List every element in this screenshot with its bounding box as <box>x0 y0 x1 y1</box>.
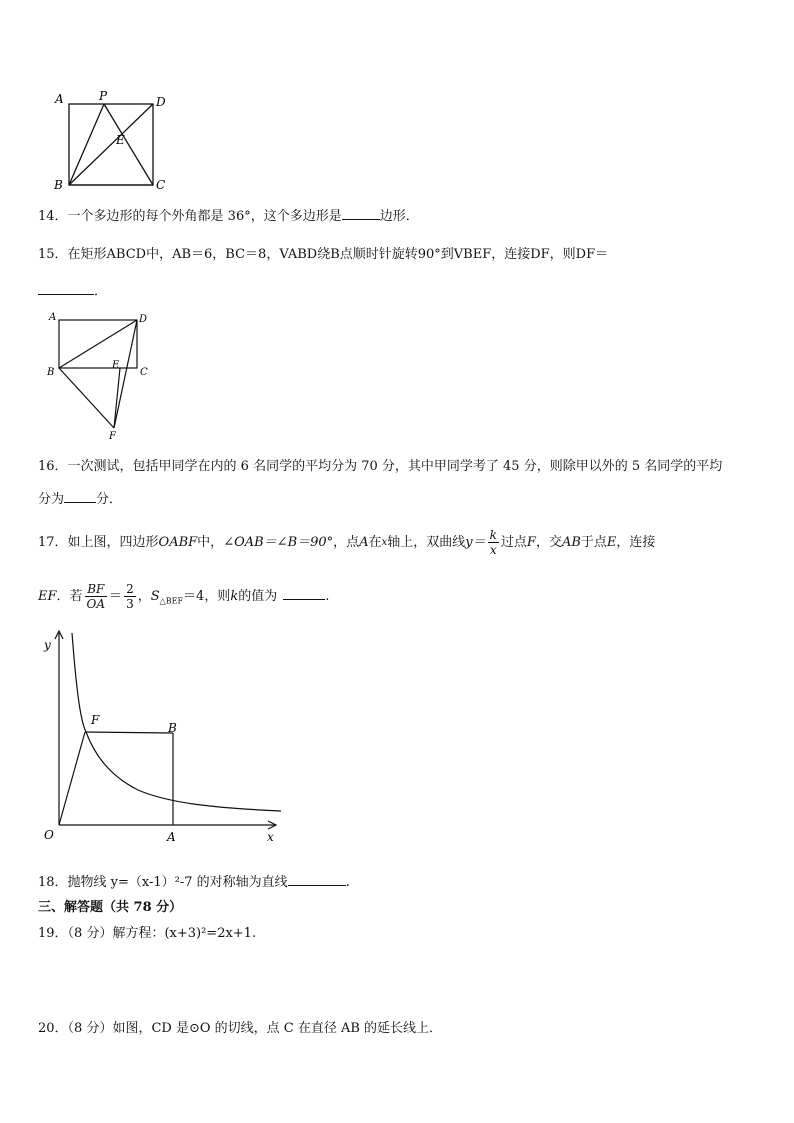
question-19: 19．（8 分）解方程：(x+3)²=2x+1. <box>38 926 257 941</box>
q17-text-f: 过点 <box>500 535 527 550</box>
q17-text-i: ，连接 <box>616 535 656 550</box>
label-d: D <box>156 95 166 109</box>
segment-bp <box>69 104 104 185</box>
q17-value-2: 2 <box>126 582 134 596</box>
question-14-text: 14．一个多边形的每个外角都是 36°，这个多边形是 <box>38 209 342 224</box>
q17-text-comma: ， <box>137 589 151 604</box>
diagonal-bd <box>59 320 137 368</box>
question-18-text: 18．抛物线 y=（x-1）²-7 的对称轴为直线 <box>38 875 288 890</box>
q17-ratio-bf: BF <box>85 582 108 597</box>
question-16-prefix: 分为 <box>38 492 65 507</box>
label-b: B <box>54 178 63 192</box>
label-d: D <box>139 314 148 325</box>
label-b: B <box>168 721 177 735</box>
q17-text-a: 17．如上图，四边形 <box>38 535 159 550</box>
label-a: A <box>167 830 176 844</box>
q17-ratio-eq: ＝ <box>109 589 123 604</box>
q17-x-axis: x <box>381 537 388 548</box>
question-18 <box>38 873 350 892</box>
answer-blank-15[interactable] <box>38 282 94 295</box>
label-c: C <box>156 178 166 192</box>
question-15-suffix: ． <box>94 284 108 299</box>
label-b: B <box>47 367 55 378</box>
q17-text-c: ，点 <box>333 535 360 550</box>
segment-fb <box>85 732 173 733</box>
q17-text-e: 轴上，双曲线 <box>387 535 466 550</box>
segment-fe <box>114 368 120 428</box>
question-16-line1: 16．一次测试，包括甲同学在内的 6 名同学的平均分为 70 分，其中甲同学考了 45 分，则除甲以外的 5 名同学的平均 <box>38 459 723 474</box>
label-f: F <box>91 713 100 727</box>
question-20: 20．（8 分）如图，CD 是⊙O 的切线，点 C 在直径 AB 的延长线上． <box>38 1021 443 1036</box>
question-16-suffix: 分． <box>96 492 123 507</box>
hyperbola-graph <box>38 625 288 845</box>
answer-blank-14[interactable] <box>342 207 380 220</box>
label-a: A <box>49 312 57 323</box>
q17-seg-ab: AB <box>561 535 581 550</box>
label-f: F <box>109 431 116 442</box>
q17-text-h: 于点 <box>580 535 607 550</box>
segment-fd <box>114 320 137 428</box>
q17-quad: OABF <box>158 535 198 550</box>
label-e: E <box>112 360 120 371</box>
q17-value-fraction <box>124 582 136 611</box>
q17-text-d: 在 <box>368 535 382 550</box>
segment-bf <box>59 368 114 428</box>
q17-frac-k: k <box>489 528 497 542</box>
answer-blank-17[interactable] <box>283 587 325 600</box>
q17-hyperbola-lhs: y＝ <box>465 535 486 550</box>
q17-angles: ∠OAB＝∠B＝90° <box>223 535 334 550</box>
section-title: 三、解答题（共 78 分） <box>38 900 183 915</box>
answer-blank-16[interactable] <box>64 490 96 503</box>
label-p: P <box>99 89 108 103</box>
q17-area-sub: △BEF <box>159 596 184 606</box>
q17-k: k <box>230 589 239 604</box>
q17-area-s: S <box>150 589 160 604</box>
answer-blank-18[interactable] <box>288 873 346 886</box>
question-14 <box>38 207 419 226</box>
q17-text-ruo: ．若 <box>56 589 83 604</box>
label-c: C <box>140 367 148 378</box>
q17-hyperbola-fraction <box>488 528 499 557</box>
label-a: A <box>55 92 64 106</box>
q17-area-value: ＝4，则 <box>183 589 231 604</box>
question-17-line2: EF．若 $\frac{BF}{OA}$ ＝ $\frac{2}{3}$ ，$S_{\triangle BEF}=4$，则k的值为 . <box>38 582 330 611</box>
q17-text-g: ，交 <box>535 535 562 550</box>
q17-ratio-fraction <box>85 582 108 611</box>
question-17-line1 <box>38 528 655 558</box>
label-y: y <box>44 638 51 652</box>
square-figure <box>48 88 178 198</box>
question-15-line2 <box>38 282 107 301</box>
q17-text-c2: 的值为 <box>238 589 278 604</box>
segment-of <box>59 732 85 825</box>
q17-seg-ef: EF <box>38 589 57 604</box>
label-e: E <box>116 133 125 147</box>
question-15-line1: 15．在矩形ABCD中，AB＝6，BC＝8，VABD绕B点顺时针旋转90°到VBEF，连接DF，则DF＝ <box>38 247 609 262</box>
label-x: x <box>267 830 274 844</box>
q17-point-f: F <box>526 535 536 550</box>
q17-point-e: E <box>606 535 617 550</box>
question-16-line2 <box>38 490 122 509</box>
q17-point-a: A <box>359 535 369 550</box>
q17-frac-x: x <box>489 543 497 557</box>
label-o: O <box>44 828 54 842</box>
q17-text-b: 中， <box>197 535 224 550</box>
rectangle-figure <box>42 308 162 446</box>
question-14-suffix: 边形． <box>379 209 419 224</box>
question-18-suffix: . <box>345 875 350 890</box>
q17-value-3: 3 <box>126 597 134 611</box>
q17-ratio-oa: OA <box>86 597 106 611</box>
